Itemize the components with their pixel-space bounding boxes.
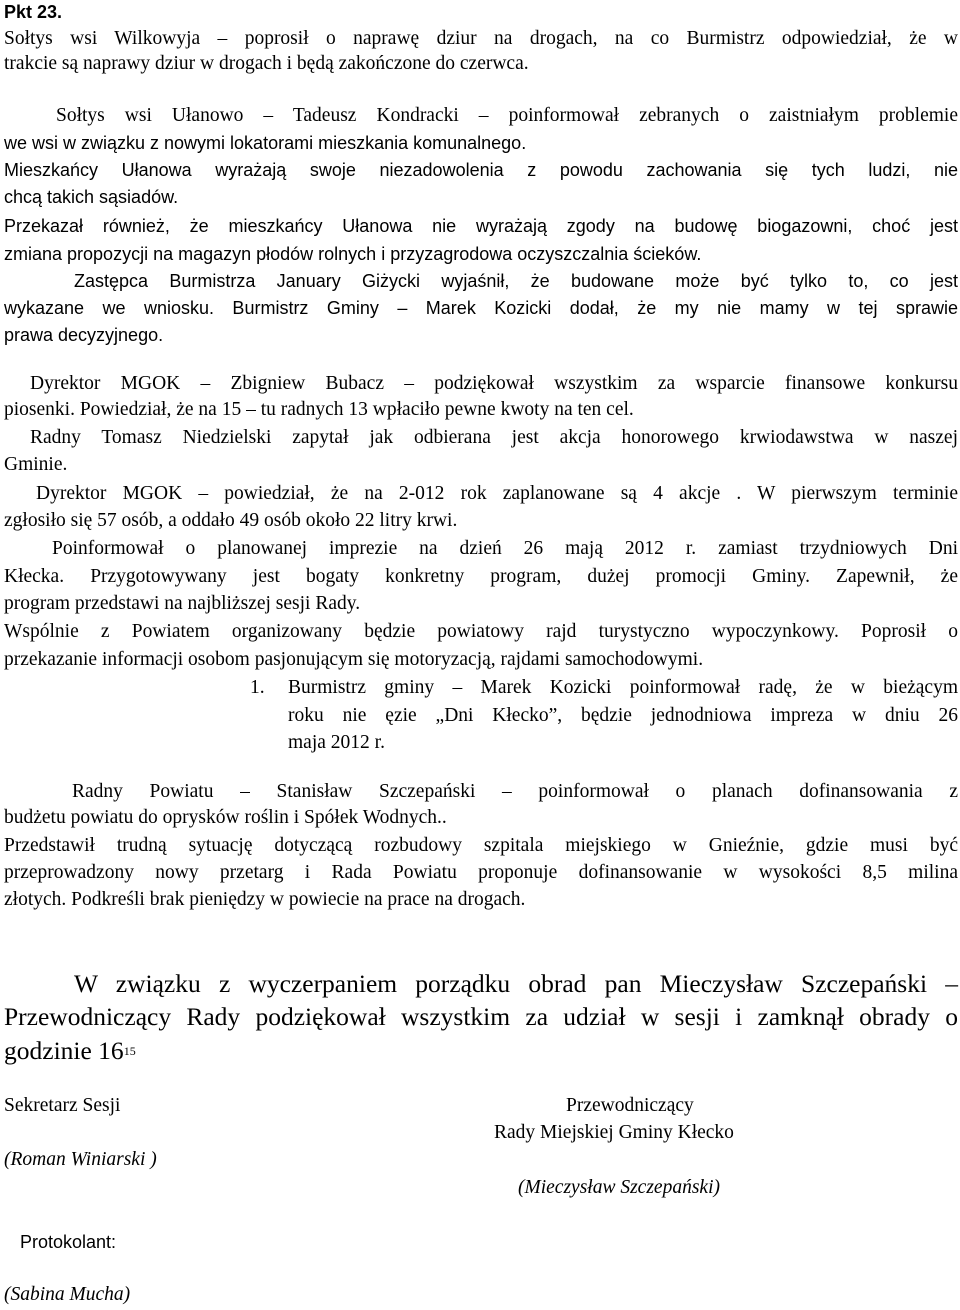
closing-time: godzinie 16 xyxy=(4,1036,124,1065)
text-line: Radny Tomasz Niedzielski zapytał jak odbierana jest akcja honorowego krwiodawstwa w naszej xyxy=(30,427,958,448)
list-item-line: roku nie ęzie „Dni Kłecko”, będzie jednodniowa impreza w dniu 26 xyxy=(288,705,958,726)
text-line: przekazanie informacji osobom pasjonującym się motoryzacją, rajdami samochodowymi. xyxy=(4,649,704,670)
closing-line: W związku z wyczerpaniem porządku obrad pan Mieczysław Szczepański – xyxy=(74,969,958,998)
text-line: zmiana propozycji na magazyn płodów rolnych i przyzagrodowa oczyszczalnia ścieków. xyxy=(4,244,702,264)
text-line: Radny Powiatu – Stanisław Szczepański – poinformował o planach dofinansowania z xyxy=(72,781,958,802)
text-line: Sołtys wsi Wilkowyja – poprosił o naprawę dziur na drogach, na co Burmistrz odpowiedział, że w xyxy=(4,28,958,49)
text-line: Przedstawił trudną sytuację dotyczącą rozbudowy szpitala miejskiego w Gnieźnie, gdzie musi być xyxy=(4,835,958,856)
text-line: Gminie. xyxy=(4,454,68,475)
secretary-role: Sekretarz Sesji xyxy=(4,1095,121,1116)
list-item-line: Burmistrz gminy – Marek Kozicki poinformował radę, że w bieżącym xyxy=(288,677,958,698)
text-line: przeprowadzony nowy przetarg i Rada Powiatu proponuje dofinansowanie w wysokości 8,5 milina xyxy=(4,862,958,883)
closing-line: Przewodniczący Rady podziękował wszystkim za udział w sesji i zamknął obrady o xyxy=(4,1002,958,1031)
text-line: zgłosiło się 57 osób, a oddało 49 osób około 22 litry krwi. xyxy=(4,510,458,531)
text-line: Sołtys wsi Ułanowo – Tadeusz Kondracki – poinformował zebranych o zaistniałym problemie xyxy=(56,105,958,126)
page-heading: Pkt 23. xyxy=(4,2,63,22)
text-line: Kłecka. Przygotowywany jest bogaty konkretny program, dużej promocji Gminy. Zapewnił, że xyxy=(4,566,958,587)
closing-line xyxy=(4,1036,136,1066)
chair-body: Rady Miejskiej Gminy Kłecko xyxy=(494,1122,734,1143)
text-line: Mieszkańcy Ułanowa wyrażają swoje niezadowolenia z powodu zachowania się tych ludzi, nie xyxy=(4,160,958,180)
recorder-name: (Sabina Mucha) xyxy=(4,1284,131,1305)
chair-name: (Mieczysław Szczepański) xyxy=(518,1177,720,1198)
text-line: program przedstawi na najbliższej sesji Rady. xyxy=(4,593,361,614)
secretary-name: (Roman Winiarski ) xyxy=(4,1149,157,1170)
text-line: wykazane we wniosku. Burmistrz Gminy – Marek Kozicki dodał, że my nie mamy w tej sprawie xyxy=(4,298,958,318)
text-line: piosenki. Powiedział, że na 15 – tu radnych 13 wpłaciło pewne kwoty na ten cel. xyxy=(4,399,634,420)
text-line: we wsi w związku z nowymi lokatorami mieszkania komunalnego. xyxy=(4,133,527,153)
text-line: budżetu powiatu do oprysków roślin i Spółek Wodnych.. xyxy=(4,807,447,828)
chair-role: Przewodniczący xyxy=(566,1095,694,1116)
closing-time-minutes: 15 xyxy=(123,1044,136,1058)
list-number: 1. xyxy=(250,677,265,698)
text-line: Poinformował o planowanej imprezie na dzień 26 mają 2012 r. zamiast trzydniowych Dni xyxy=(52,538,958,559)
text-line: złotych. Podkreśli brak pieniędzy w powiecie na prace na drogach. xyxy=(4,889,526,910)
text-line: Przekazał również, że mieszkańcy Ułanowa nie wyrażają zgody na budowę biogazowni, choć jest xyxy=(4,216,958,236)
recorder-role: Protokolant: xyxy=(20,1232,117,1252)
text-line: chcą takich sąsiadów. xyxy=(4,187,179,207)
text-line: trakcie są naprawy dziur w drogach i będą zakończone do czerwca. xyxy=(4,53,529,74)
text-line: Zastępca Burmistrza January Giżycki wyjaśnił, że budowane może być tylko to, co jest xyxy=(74,271,958,291)
text-line: Dyrektor MGOK – Zbigniew Bubacz – podziękował wszystkim za wsparcie finansowe konkursu xyxy=(30,373,958,394)
text-line: Wspólnie z Powiatem organizowany będzie powiatowy rajd turystyczno wypoczynkowy. Poprosił o xyxy=(4,621,958,642)
text-line: Dyrektor MGOK – powiedział, że na 2-012 rok zaplanowane są 4 akcje . W pierwszym terminie xyxy=(36,483,958,504)
list-item-line: maja 2012 r. xyxy=(288,732,385,753)
text-line: prawa decyzyjnego. xyxy=(4,325,164,345)
